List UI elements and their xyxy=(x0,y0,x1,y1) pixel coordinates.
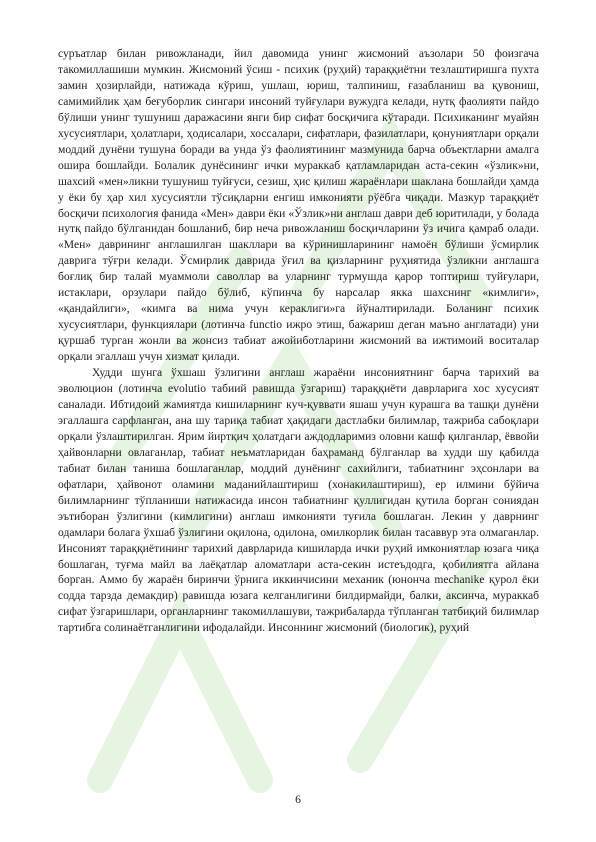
paragraph-1: суръатлар билан ривожланади, йил давомида унинг жисмоний аъзолари 50 фоизгача такомиллашиши мумкин. Жисмоний ўсиш - психик (руҳий) тараққиётни тезлаштиришга пухта замин ҳозирлайди, натижада кўриш, ушлаш, юриш, талпиниш, ғазабланиш ва қувониш, самимийлик ҳам беғуборлик сингари инсоний туйғулари вужудга келади, нутқ фаолияти пайдо бўлиши унинг тушуниш даражасини янги бир сифат босқичига кўтаради. Психиканинг муайян хусусиятлари, ҳолатлари, ҳодисалари, хоссалари, сифатлари, фазилатлари, қонуниятлари орқали моддий дунёни тушуна боради ва унда ўз фаолиятининг мазмунида барча объектларни амалга ошира бошлайди. Болалик дунёсининг ички мураккаб қатламларидан аста-секин «ўзлик»ни, шахсий «мен»ликни тушуниш туйғуси, сезиш, ҳис қилиш жараёнлари шаклана бошлайди ҳамда у ёки бу ҳар хил хусусиятли тўсиқларни енгиш имконияти рўёбга чиқади. Мазкур тараққиёт босқичи психология фанида «Мен» даври ёки «Ўзлик»ни англаш даври деб юритилади, у болада нутқ пайдо бўлганидан бошланиб, бир неча ривожланиш босқичларини ўз ичига қамраб олади. «Мен» даврининг англашилган шакллари ва кўринишларининг намоён бўлиши ўсмирлик даврига тўғри келади. Ўсмирлик даврида ўғил ва қизларнинг руҳиятида ўзликни англашга боғлиқ бир талай муаммоли саволлар ва уларнинг турмушда қарор топтириш туйғулари, истаклари, орзулари пайдо бўлиб, кўпинча бу нарсалар якка шахснинг «кимлиги», «қандайлиги», «кимга ва нима учун кераклиги»га йўналтирилади. Боланинг психик хусусиятлари, функциялари (лотинча functio ижро этиш, бажариш деган маъно англатади) уни қуршаб турган жонли ва жонсиз табиат ажойиботларини жисмоний ва ижтимоий воситалар орқали эгаллаш учун хизмат қилади. xyxy=(58,47,539,364)
document-body xyxy=(58,46,539,636)
page-number: 6 xyxy=(295,793,301,806)
paragraph-2: Худди шунга ўхшаш ўзлигини англаш жараёни инсониятнинг барча тарихий ва эволюцион (лотинча evolutio табиий равишда ўзгариш) тараққиёти даврларига хос хусусият саналади. Ибтидоий жамиятда кишиларнинг куч-қуввати яшаш учун курашга ва ташқи дунёни эгаллашга сарфланган, ана шу тариқа табиат ҳақидаги дастлабки билимлар, тажриба сабоқлари орқали ўзлаштирилган. Ярим йиртқич ҳолатдаги аждодларимиз оловни кашф қилганлар, ёввойи ҳайвонларни овлаганлар, табиат неъматларидан баҳраманд бўлганлар ва худди шу қабилда табиат билан таниша бошлаганлар, моддий дунёнинг сахийлиги, табиатнинг эҳсонлари ва офатлари, ҳайвонот оламини маданийлаштириш (хонакилаштириш), ер илмини бўйича билимларнинг тўпланиши натижасида инсон табиатнинг қуллигидан қутила борган сониядан эътиборан ўзлигини (кимлигини) англаш имконияти туғила бошлаган. Лекин у даврнинг одамлари болага ўхшаб ўзлигини оқилона, одилона, омилкорлик билан тасаввур эта олмаганлар. Инсоният тараққиётининг тарихий даврларида кишиларда ички руҳий имкониятлар юзага чиқа бошлаган, туғма майл ва лаёқатлар аломатлари аста-секин истеъдодга, қобилиятга айлана борган. Аммо бу жараён биринчи ўрнига иккинчисини механик (юнонча mechanike қурол ёки содда тарзда демакдир) равишда юзага келганлигини билдирмайди, балки, аксинча, мураккаб сифат ўзгаришлари, органларнинг такомиллашуви, тажрибаларда тўпланган татбиқий билимлар тартибга солинаётганлигини ифодалайди. Инсоннинг жисмоний (биологик), руҳий xyxy=(58,366,539,635)
